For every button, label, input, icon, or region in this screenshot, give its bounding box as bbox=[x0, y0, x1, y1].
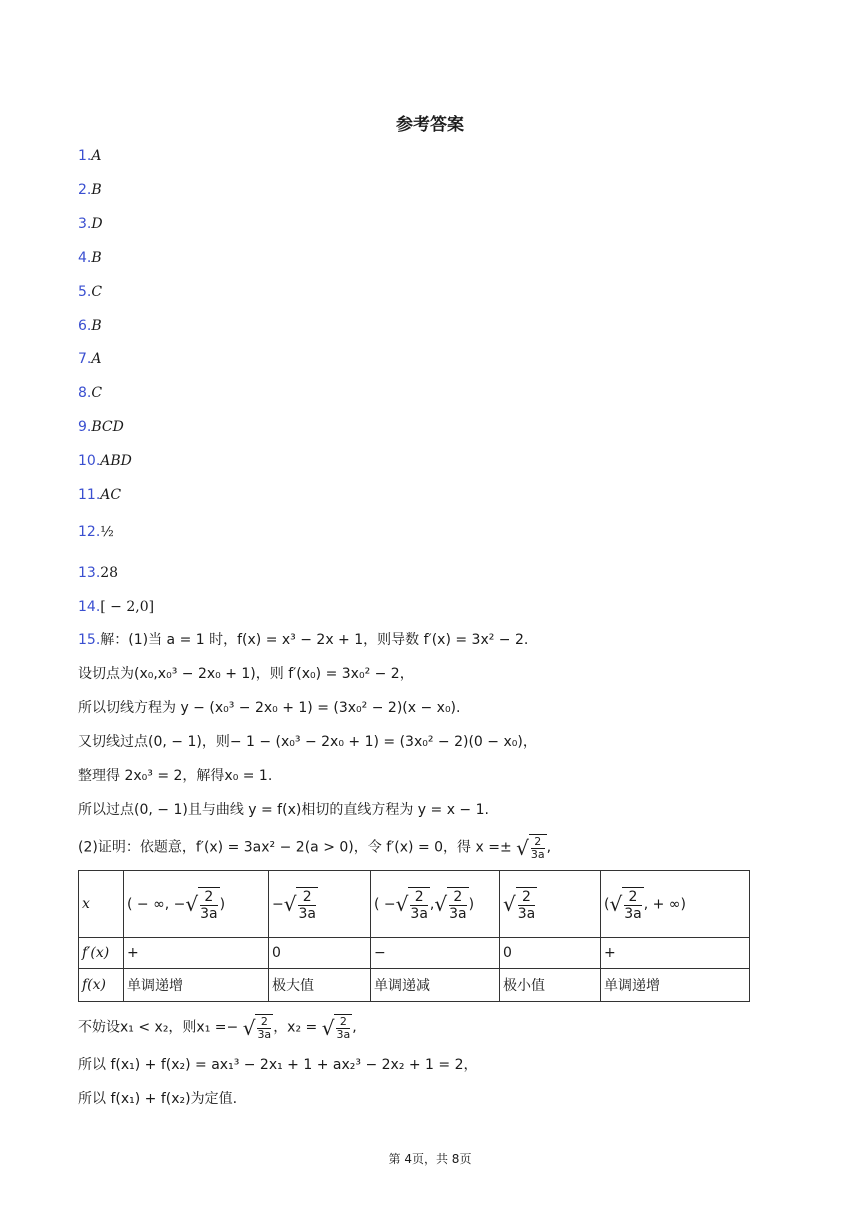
answer-item: 2.B bbox=[78, 182, 102, 198]
page-footer: 第 4页，共 8页 bbox=[388, 1152, 472, 1166]
solution-line: 又切线过点(0, − 1)，则− 1 − (x₀³ − 2x₀ + 1) = (3x₀² − 2)(0 − x₀)， bbox=[78, 734, 537, 750]
answer-item: 9.BCD bbox=[78, 419, 124, 435]
answer-item: 7.A bbox=[78, 351, 102, 367]
solution-line: 设切点为(x₀,x₀³ − 2x₀ + 1)，则 f′(x₀) = 3x₀² − 2， bbox=[78, 666, 414, 682]
solution-line: 不妨设x₁ < x₂，则x₁ =− √ $\frac{2}{3a}$ ，x₂ = √ $\frac{2}{3a}$ , bbox=[78, 1015, 357, 1041]
answer-item: 10.ABD bbox=[78, 453, 132, 469]
page-title: 参考答案 bbox=[396, 115, 464, 135]
answer-item: 1.A bbox=[78, 148, 102, 164]
solution-line: 所以 f(x₁) + f(x₂)为定值. bbox=[78, 1091, 238, 1107]
solution-line: 所以 f(x₁) + f(x₂) = ax₁³ − 2x₁ + 1 + ax₂³ − 2x₂ + 1 = 2， bbox=[78, 1057, 478, 1073]
answer-item: 12.½ bbox=[78, 524, 114, 540]
answer-item: 11.AC bbox=[78, 487, 122, 503]
solution-line: 15.解：(1)当 a = 1 时，f(x) = x³ − 2x + 1，则导数 f′(x) = 3x² − 2. bbox=[78, 632, 529, 648]
solution-line: (2)证明：依题意，f′(x) = 3ax² − 2(a > 0)，令 f′(x) = 0，得 x =± √ $\frac{2}{3a}$ , bbox=[78, 835, 552, 861]
solution-line: 所以过点(0, − 1)且与曲线 y = f(x)相切的直线方程为 y = x − 1. bbox=[78, 802, 489, 818]
answer-item: 14.[ − 2,0] bbox=[78, 599, 155, 615]
sqrt-expr: √ $\frac{2}{3a}$ bbox=[516, 835, 545, 861]
sign-table: x ( − ∞, − √ $\frac{2}{3a}$ ) − √ $\frac{2}{3a}$ ( − √ $\frac{2}{3a}$ , √ $\frac{2}{3a}$ ) √ $\frac{2}{3a}$ ( √ $\frac{2}{3a}$ , + ∞) f′(x) + 0 − 0 + f(x) 单调递增 极大值 单调递减 极小值 单调递增 bbox=[78, 870, 750, 1002]
answer-item: 5.C bbox=[78, 284, 103, 300]
answer-item: 3.D bbox=[78, 216, 103, 232]
answer-item: 6.B bbox=[78, 318, 102, 334]
solution-line: 整理得 2x₀³ = 2，解得x₀ = 1. bbox=[78, 768, 273, 784]
answer-item: 13.28 bbox=[78, 565, 119, 581]
solution-line: 所以切线方程为 y − (x₀³ − 2x₀ + 1) = (3x₀² − 2)(x − x₀). bbox=[78, 700, 461, 716]
answer-item: 4.B bbox=[78, 250, 102, 266]
answer-item: 8.C bbox=[78, 385, 103, 401]
